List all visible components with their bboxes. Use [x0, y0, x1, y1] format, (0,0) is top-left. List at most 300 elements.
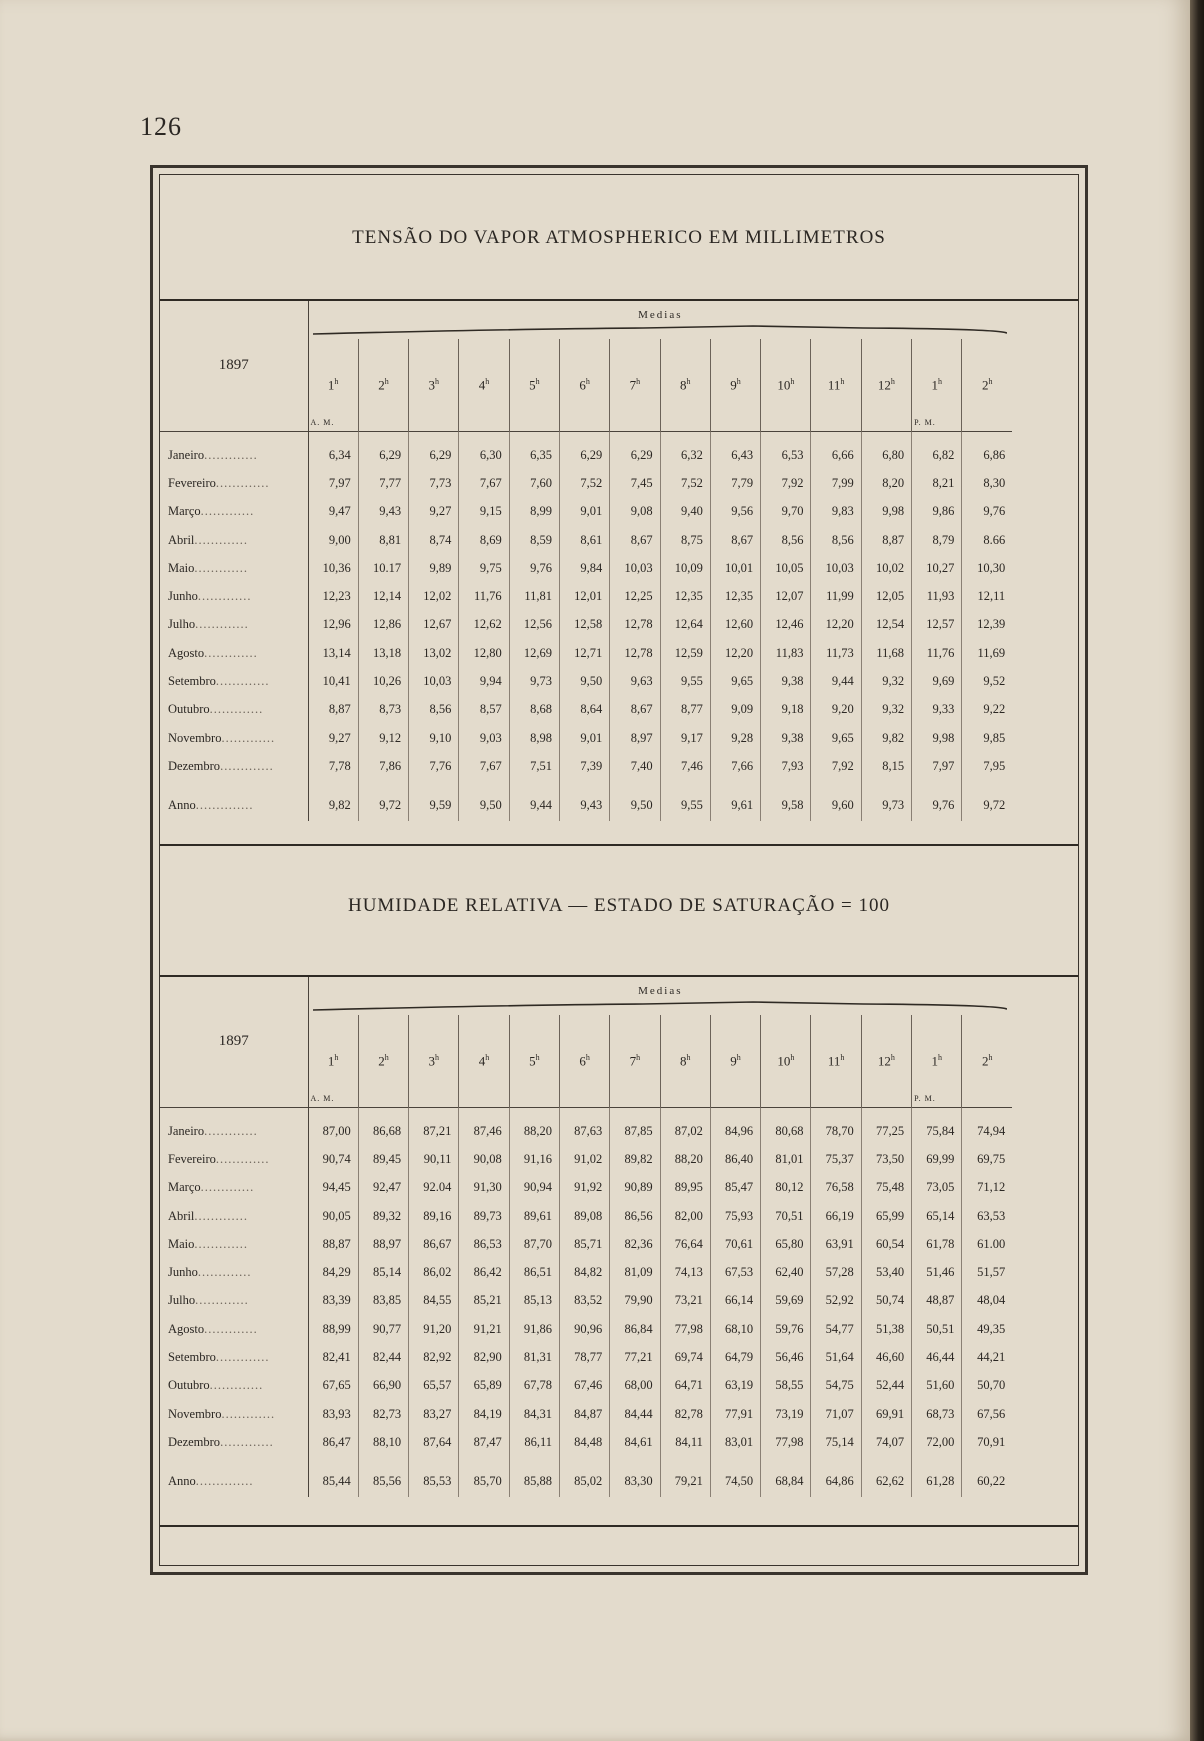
row-label-cell	[160, 667, 308, 695]
value-cell: 11,69	[962, 639, 1012, 667]
value-cell: 7,97	[912, 752, 962, 780]
annual-label: Anno	[168, 798, 196, 813]
value-cell: 6,86	[962, 441, 1012, 469]
value-cell: 49,35	[962, 1315, 1012, 1343]
value-cell: 54,75	[811, 1372, 861, 1400]
table-row	[160, 1343, 1012, 1371]
value-cell: 60,54	[861, 1230, 911, 1258]
value-cell: 87,64	[409, 1428, 459, 1456]
value-cell: 87,70	[509, 1230, 559, 1258]
table-row	[160, 469, 1012, 497]
hour-suffix: h	[636, 376, 641, 386]
table-row	[160, 441, 1012, 469]
hour-suffix: h	[434, 376, 439, 386]
value-cell: 8,75	[660, 526, 710, 554]
annual-value-cell: 9,50	[610, 781, 660, 821]
row-label-cell	[160, 554, 308, 582]
value-cell: 73,05	[912, 1174, 962, 1202]
value-cell: 9,63	[610, 667, 660, 695]
hour-suffix: h	[535, 1052, 540, 1062]
value-cell: 89,61	[509, 1202, 559, 1230]
value-cell: 80,12	[761, 1174, 811, 1202]
month-label: Agosto	[168, 645, 205, 660]
table-row	[160, 1372, 1012, 1400]
row-label-cell	[160, 639, 308, 667]
value-cell: 10.17	[358, 554, 408, 582]
value-cell: 88,99	[308, 1315, 358, 1343]
hour-header	[559, 1015, 609, 1107]
value-cell: 81,31	[509, 1343, 559, 1371]
value-cell: 9,73	[509, 667, 559, 695]
value-cell: 68,73	[912, 1400, 962, 1428]
value-cell: 8,98	[509, 724, 559, 752]
row-label-cell	[160, 1343, 308, 1371]
value-cell: 84,29	[308, 1258, 358, 1286]
value-cell: 66,14	[710, 1287, 760, 1315]
hour-suffix: h	[988, 1052, 993, 1062]
value-cell: 64,71	[660, 1372, 710, 1400]
month-label: Junho	[168, 1265, 198, 1280]
leader-dots: .............	[215, 1151, 270, 1166]
annual-value-cell: 9,55	[660, 781, 710, 821]
value-cell: 9,82	[861, 724, 911, 752]
value-cell: 83,85	[358, 1287, 408, 1315]
value-cell: 9,50	[559, 667, 609, 695]
value-cell: 7,76	[409, 752, 459, 780]
value-cell: 86,11	[509, 1428, 559, 1456]
value-cell: 88,20	[509, 1117, 559, 1145]
value-cell: 12,54	[861, 611, 911, 639]
value-cell: 75,14	[811, 1428, 861, 1456]
value-cell: 9,40	[660, 498, 710, 526]
value-cell: 10,09	[660, 554, 710, 582]
value-cell: 10,36	[308, 554, 358, 582]
medias-header	[308, 301, 1012, 339]
value-cell: 12,58	[559, 611, 609, 639]
row-label-cell	[160, 1428, 308, 1456]
value-cell: 87,21	[409, 1117, 459, 1145]
row-label-cell	[160, 696, 308, 724]
hour-header	[559, 339, 609, 431]
hour-suffix: h	[434, 1052, 439, 1062]
hour-header	[962, 1015, 1012, 1107]
value-cell: 67,78	[509, 1372, 559, 1400]
hour-number: 12	[877, 376, 891, 392]
value-cell: 6,82	[912, 441, 962, 469]
value-cell: 8,21	[912, 469, 962, 497]
annual-value-cell: 85,70	[459, 1457, 509, 1497]
value-cell: 7,46	[660, 752, 710, 780]
value-cell: 94,45	[308, 1174, 358, 1202]
value-cell: 46,44	[912, 1343, 962, 1371]
value-cell: 83,27	[409, 1400, 459, 1428]
hour-header	[358, 1015, 408, 1107]
value-cell: 9,94	[459, 667, 509, 695]
leader-dots: .............	[194, 1208, 249, 1223]
hour-suffix: h	[840, 1052, 845, 1062]
value-cell: 8,61	[559, 526, 609, 554]
value-cell: 11,68	[861, 639, 911, 667]
value-cell: 87,63	[559, 1117, 609, 1145]
value-cell: 87,85	[610, 1117, 660, 1145]
value-cell: 8.66	[962, 526, 1012, 554]
value-cell: 86,67	[409, 1230, 459, 1258]
value-cell: 7,99	[811, 469, 861, 497]
month-label: Outubro	[168, 702, 210, 717]
value-cell: 86,68	[358, 1117, 408, 1145]
row-label-cell	[160, 498, 308, 526]
value-cell: 82,44	[358, 1343, 408, 1371]
value-cell: 91,16	[509, 1145, 559, 1173]
value-cell: 86,53	[459, 1230, 509, 1258]
value-cell: 9,15	[459, 498, 509, 526]
value-cell: 73,19	[761, 1400, 811, 1428]
value-cell: 86,84	[610, 1315, 660, 1343]
leader-dots: .............	[221, 1406, 276, 1421]
hour-header	[761, 339, 811, 431]
hour-header	[409, 339, 459, 431]
value-cell: 6,32	[660, 441, 710, 469]
value-cell: 65,14	[912, 1202, 962, 1230]
value-cell: 9,75	[459, 554, 509, 582]
value-cell: 75,93	[710, 1202, 760, 1230]
hour-suffix: h	[988, 376, 993, 386]
value-cell: 8,56	[811, 526, 861, 554]
value-cell: 12,60	[710, 611, 760, 639]
data-table	[160, 977, 1012, 1497]
value-cell: 12,39	[962, 611, 1012, 639]
value-cell: 68,00	[610, 1372, 660, 1400]
value-cell: 86,47	[308, 1428, 358, 1456]
hour-header	[710, 1015, 760, 1107]
value-cell: 8,68	[509, 696, 559, 724]
leader-dots: .............	[204, 1321, 258, 1336]
value-cell: 85,47	[710, 1174, 760, 1202]
value-cell: 88,97	[358, 1230, 408, 1258]
am-label: A. M.	[310, 1093, 335, 1103]
value-cell: 52,92	[811, 1287, 861, 1315]
value-cell: 12,25	[610, 582, 660, 610]
value-cell: 9,01	[559, 724, 609, 752]
pm-label: P. M.	[914, 417, 936, 427]
hour-header	[308, 339, 358, 431]
value-cell: 83,01	[710, 1428, 760, 1456]
year-label: 1897	[218, 357, 249, 374]
value-cell: 7,92	[761, 469, 811, 497]
value-cell: 70,61	[710, 1230, 760, 1258]
hour-suffix: h	[686, 376, 691, 386]
value-cell: 12,64	[660, 611, 710, 639]
value-cell: 9,17	[660, 724, 710, 752]
table-row	[160, 696, 1012, 724]
value-cell: 6,34	[308, 441, 358, 469]
hour-header	[912, 1015, 962, 1107]
month-label: Janeiro	[168, 447, 205, 462]
value-cell: 87,02	[660, 1117, 710, 1145]
hour-suffix: h	[485, 376, 490, 386]
table-row	[160, 582, 1012, 610]
value-cell: 77,21	[610, 1343, 660, 1371]
month-label: Março	[168, 504, 201, 519]
medias-header	[308, 977, 1012, 1015]
hour-suffix: h	[384, 1052, 389, 1062]
hour-number: 3	[428, 376, 435, 392]
value-cell: 89,82	[610, 1145, 660, 1173]
hour-header	[308, 1015, 358, 1107]
value-cell: 91,30	[459, 1174, 509, 1202]
value-cell: 61.00	[962, 1230, 1012, 1258]
value-cell: 84,55	[409, 1287, 459, 1315]
month-label: Outubro	[168, 1378, 210, 1393]
month-label: Junho	[168, 589, 198, 604]
value-cell: 83,39	[308, 1287, 358, 1315]
hour-suffix: h	[334, 376, 339, 386]
annual-value-cell: 9,43	[559, 781, 609, 821]
value-cell: 9,28	[710, 724, 760, 752]
value-cell: 69,74	[660, 1343, 710, 1371]
hour-header	[811, 339, 861, 431]
value-cell: 63,19	[710, 1372, 760, 1400]
value-cell: 63,91	[811, 1230, 861, 1258]
value-cell: 9,98	[912, 724, 962, 752]
annual-row	[160, 1457, 1012, 1497]
value-cell: 89,95	[660, 1174, 710, 1202]
row-label-cell	[160, 781, 308, 821]
value-cell: 9,44	[811, 667, 861, 695]
leader-dots: .............	[220, 1434, 274, 1449]
value-cell: 50,70	[962, 1372, 1012, 1400]
value-cell: 8,99	[509, 498, 559, 526]
value-cell: 84,44	[610, 1400, 660, 1428]
value-cell: 90,08	[459, 1145, 509, 1173]
value-cell: 7,45	[610, 469, 660, 497]
value-cell: 66,19	[811, 1202, 861, 1230]
value-cell: 12,07	[761, 582, 811, 610]
value-cell: 85,21	[459, 1287, 509, 1315]
row-label-cell	[160, 1315, 308, 1343]
hour-number: 1	[327, 1052, 335, 1068]
book-spine	[1190, 0, 1204, 1741]
value-cell: 89,45	[358, 1145, 408, 1173]
month-label: Abril	[168, 1208, 195, 1223]
hour-number: 4	[478, 376, 486, 392]
hour-number: 10	[777, 1052, 791, 1068]
value-cell: 77,98	[761, 1428, 811, 1456]
value-cell: 74,13	[660, 1258, 710, 1286]
month-label: Abril	[168, 532, 195, 547]
value-cell: 9,70	[761, 498, 811, 526]
value-cell: 82,36	[610, 1230, 660, 1258]
value-cell: 10,01	[710, 554, 760, 582]
table-row	[160, 1174, 1012, 1202]
value-cell: 48,04	[962, 1287, 1012, 1315]
table-row	[160, 1428, 1012, 1456]
value-cell: 9,98	[861, 498, 911, 526]
year-cell	[160, 977, 308, 1107]
value-cell: 69,75	[962, 1145, 1012, 1173]
value-cell: 82,90	[459, 1343, 509, 1371]
value-cell: 77,25	[861, 1117, 911, 1145]
hour-header	[912, 339, 962, 431]
value-cell: 46,60	[861, 1343, 911, 1371]
value-cell: 8,67	[710, 526, 760, 554]
value-cell: 74,94	[962, 1117, 1012, 1145]
value-cell: 75,37	[811, 1145, 861, 1173]
value-cell: 90,94	[509, 1174, 559, 1202]
leader-dots: .............	[215, 475, 270, 490]
value-cell: 71,07	[811, 1400, 861, 1428]
value-cell: 10,03	[409, 667, 459, 695]
leader-dots: ..............	[195, 1474, 254, 1489]
value-cell: 90,89	[610, 1174, 660, 1202]
annual-value-cell: 61,28	[912, 1457, 962, 1497]
value-cell: 54,77	[811, 1315, 861, 1343]
value-cell: 12,86	[358, 611, 408, 639]
hour-header	[509, 339, 559, 431]
hour-number: 7	[629, 1052, 637, 1068]
value-cell: 11,81	[509, 582, 559, 610]
hour-suffix: h	[585, 1052, 590, 1062]
hour-header	[811, 1015, 861, 1107]
hour-suffix: h	[937, 1052, 942, 1062]
value-cell: 82,41	[308, 1343, 358, 1371]
annual-value-cell: 62,62	[861, 1457, 911, 1497]
table-row	[160, 752, 1012, 780]
value-cell: 10,05	[761, 554, 811, 582]
value-cell: 73,50	[861, 1145, 911, 1173]
value-cell: 51,64	[811, 1343, 861, 1371]
value-cell: 75,84	[912, 1117, 962, 1145]
value-cell: 70,51	[761, 1202, 811, 1230]
value-cell: 67,65	[308, 1372, 358, 1400]
value-cell: 8,87	[308, 696, 358, 724]
leader-dots: .............	[195, 1293, 249, 1308]
leader-dots: .............	[220, 758, 274, 773]
value-cell: 50,74	[861, 1287, 911, 1315]
value-cell: 63,53	[962, 1202, 1012, 1230]
value-cell: 85,14	[358, 1258, 408, 1286]
hour-number: 6	[579, 376, 586, 392]
value-cell: 70,91	[962, 1428, 1012, 1456]
value-cell: 62,40	[761, 1258, 811, 1286]
hour-number: 4	[478, 1052, 486, 1068]
annual-row	[160, 781, 1012, 821]
am-label: A. M.	[310, 417, 335, 427]
annual-value-cell: 9,50	[459, 781, 509, 821]
value-cell: 86,42	[459, 1258, 509, 1286]
value-cell: 89,08	[559, 1202, 609, 1230]
hour-header	[660, 339, 710, 431]
value-cell: 9,22	[962, 696, 1012, 724]
hour-suffix: h	[334, 1052, 339, 1062]
value-cell: 12,96	[308, 611, 358, 639]
hour-suffix: h	[485, 1052, 490, 1062]
value-cell: 82,00	[660, 1202, 710, 1230]
value-cell: 9,10	[409, 724, 459, 752]
value-cell: 8,56	[761, 526, 811, 554]
value-cell: 89,73	[459, 1202, 509, 1230]
value-cell: 44,21	[962, 1343, 1012, 1371]
hour-suffix: h	[790, 1052, 795, 1062]
value-cell: 9,32	[861, 696, 911, 724]
value-cell: 9,43	[358, 498, 408, 526]
leader-dots: .............	[200, 504, 255, 519]
value-cell: 12,35	[660, 582, 710, 610]
hour-suffix: h	[890, 1052, 895, 1062]
value-cell: 65,89	[459, 1372, 509, 1400]
annual-value-cell: 9,44	[509, 781, 559, 821]
value-cell: 8,74	[409, 526, 459, 554]
value-cell: 77,98	[660, 1315, 710, 1343]
value-cell: 83,52	[559, 1287, 609, 1315]
value-cell: 8,87	[861, 526, 911, 554]
value-cell: 76,64	[660, 1230, 710, 1258]
value-cell: 88,87	[308, 1230, 358, 1258]
hour-header	[660, 1015, 710, 1107]
month-label: Novembro	[168, 1406, 222, 1421]
month-label: Agosto	[168, 1321, 205, 1336]
leader-dots: .............	[209, 1378, 264, 1393]
value-cell: 9,69	[912, 667, 962, 695]
value-cell: 87,00	[308, 1117, 358, 1145]
value-cell: 9,56	[710, 498, 760, 526]
value-cell: 84,19	[459, 1400, 509, 1428]
value-cell: 90,11	[409, 1145, 459, 1173]
row-label-cell	[160, 1287, 308, 1315]
annual-value-cell: 85,44	[308, 1457, 358, 1497]
value-cell: 48,87	[912, 1287, 962, 1315]
month-label: Fevereiro	[168, 475, 216, 490]
value-cell: 9,38	[761, 667, 811, 695]
table-row	[160, 639, 1012, 667]
value-cell: 73,21	[660, 1287, 710, 1315]
table-row	[160, 1400, 1012, 1428]
value-cell: 56,46	[761, 1343, 811, 1371]
value-cell: 86,51	[509, 1258, 559, 1286]
value-cell: 76,58	[811, 1174, 861, 1202]
hour-number: 6	[579, 1052, 586, 1068]
hour-header	[710, 339, 760, 431]
value-cell: 8,67	[610, 696, 660, 724]
leader-dots: ..............	[195, 798, 254, 813]
row-label-cell	[160, 611, 308, 639]
table-row	[160, 724, 1012, 752]
value-cell: 72,00	[912, 1428, 962, 1456]
month-label: Janeiro	[168, 1123, 205, 1138]
value-cell: 9,83	[811, 498, 861, 526]
value-cell: 12,69	[509, 639, 559, 667]
row-label-cell	[160, 1145, 308, 1173]
value-cell: 10,03	[811, 554, 861, 582]
value-cell: 7,52	[559, 469, 609, 497]
value-cell: 51,57	[962, 1258, 1012, 1286]
value-cell: 84,82	[559, 1258, 609, 1286]
hour-number: 2	[378, 376, 385, 392]
annual-value-cell: 85,88	[509, 1457, 559, 1497]
value-cell: 87,47	[459, 1428, 509, 1456]
value-cell: 50,51	[912, 1315, 962, 1343]
year-label: 1897	[218, 1033, 249, 1050]
hour-header	[610, 339, 660, 431]
value-cell: 7,79	[710, 469, 760, 497]
leader-dots: .............	[194, 532, 249, 547]
value-cell: 9,27	[308, 724, 358, 752]
value-cell: 8,56	[409, 696, 459, 724]
value-cell: 13,14	[308, 639, 358, 667]
value-cell: 83,93	[308, 1400, 358, 1428]
row-label-cell	[160, 1372, 308, 1400]
annual-value-cell: 9,82	[308, 781, 358, 821]
